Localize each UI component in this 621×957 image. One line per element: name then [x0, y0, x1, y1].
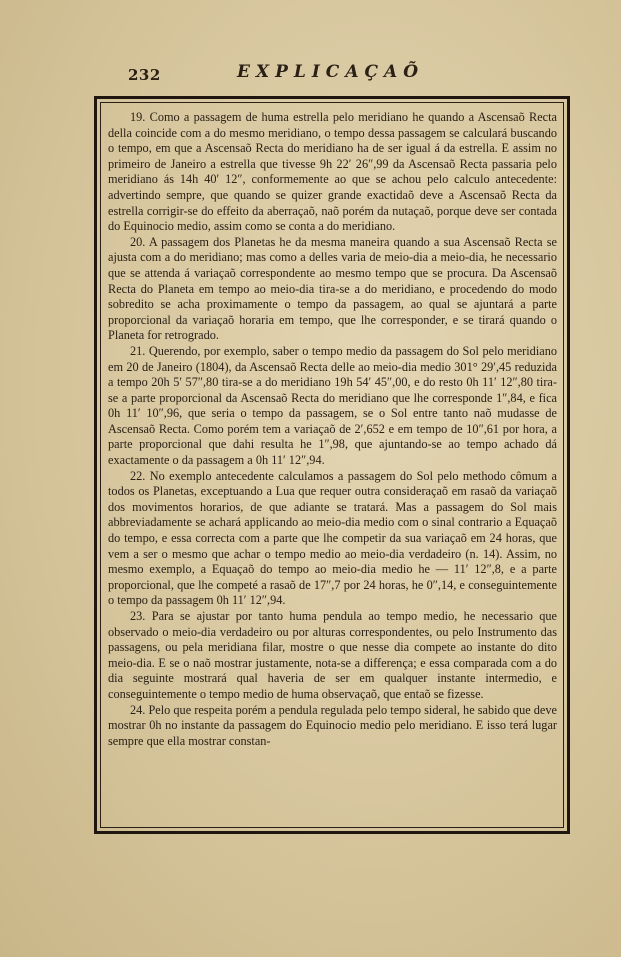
paragraph-22: 22. No exemplo antecedente calculamos a passagem do Sol pelo methodo cômum a todos os Planetas, exceptuando a Lua que requer outra consideraçaõ em rasaõ da variaçaõ dos movimentos horarios, de que adiante se tratará. Mas a passagem do Sol mais abbreviadamente se achará applicando ao meio-dia medio com o sinal contrario a Equaçaõ do tempo, e essa correcta com a parte que lhe competir da sua variaçaõ em 24 horas, que vem a ser o mesmo que achar o tempo medio ao meio-dia verdadeiro (n. 14). Assim, no mesmo exemplo, a Equaçaõ do tempo ao meio-dia medio he — 11′ 12″,8, e a parte proporcional, que lhe competé a rasaõ de 17″,7 por 24 horas, he 0″,14, e conseguintemente o tempo da passagem 0h 11′ 12″,94. [108, 468, 557, 608]
paragraph-24: 24. Pelo que respeita porém a pendula regulada pelo tempo sideral, he sabido que deve mostrar 0h no instante da passagem do Equinocio medio pelo meridiano. E isso terá lugar sempre que ella mostrar constan- [108, 702, 557, 748]
paragraph-20: 20. A passagem dos Planetas he da mesma maneira quando a sua Ascensaõ Recta se ajusta com a do meridiano; mas como a delles varia de meio-dia a meio-dia, he necessario que se attenda á variaçaõ correspondente ao mesmo tempo que se procura. Da Ascensaõ Recta do Planeta em tempo ao meio-dia tira-se a do meridiano, e procedendo do modo sobredito se acha proximamente o tempo da passagem, ao qual se ajuntará a parte proporcional da variaçaõ horaria em tempo, que lhe corresponder, e se tirará quando o Planeta for retrogrado. [108, 234, 557, 343]
paragraph-23: 23. Para se ajustar por tanto huma pendula ao tempo medio, he necessario que observado o meio-dia verdadeiro ou por alturas correspondentes, ou pelo Instrumento das passagens, ou pela meridiana filar, mostre o que nesse dia compete ao instante do dito meio-dia. E se o naõ mostrar justamente, nota-se a differença; e essa comparada com a do dia seguinte mostrará qual haveria de ser em qualquer instante intermedio, e conseguintemente o tempo medio de huma observaçaõ, que entaõ se fizesse. [108, 609, 557, 701]
paragraph-21: 21. Querendo, por exemplo, saber o tempo medio da passagem do Sol pelo meridiano em 20 de Janeiro (1804), da Ascensaõ Recta delle ao meio-dia medio 301° 29′,45 reduzida a tempo 20h 5′ 57″,80 tira-se a do meridiano 19h 54′ 45″,00, e do resto 0h 11′ 12″,80 tira-se a parte proporcional da Ascensaõ Recta do meridiano que lhe corresponde 1″,84, e fica 0h 11′ 10″,96, que seria o tempo da passagem, se o Sol entre tanto naõ mudasse de Ascensaõ Recta. Como porém tem a variaçaõ de 2′,652 e em tempo de 10″,61 por hora, a parte proporcional que dahi resulta he 1″,98, que ajuntando-se ao tempo achado dá exactamente o da passagem a 0h 11′ 12″,94. [108, 343, 557, 468]
body-text [108, 110, 557, 822]
page-number: 232 [128, 66, 161, 84]
paragraph-19: 19. Como a passagem de huma estrella pelo meridiano he quando a Ascensaõ Recta della coincide com a do mesmo meridiano, o tempo dessa passagem se calculará buscando o tempo, em que a Ascensaõ Recta do meridiano ha de ser igual á da estrella. E assim no primeiro de Janeiro a estrella que tivesse 9h 22′ 26″,99 da Ascensaõ Recta passaria pelo meridiano ás 14h 40′ 12″, conformemente ao que se achou pelo calculo antecedente: advertindo sempre, que quando se quizer grande exactidaõ deve a Ascensaõ Recta da estrella corrigir-se do effeito da aberraçaõ, naõ porém da nutaçaõ, porque deve ser contada do Equinocio medio, assim como se conta a do meridiano. [108, 110, 557, 234]
running-title: EXPLICAÇAÕ [236, 62, 425, 82]
